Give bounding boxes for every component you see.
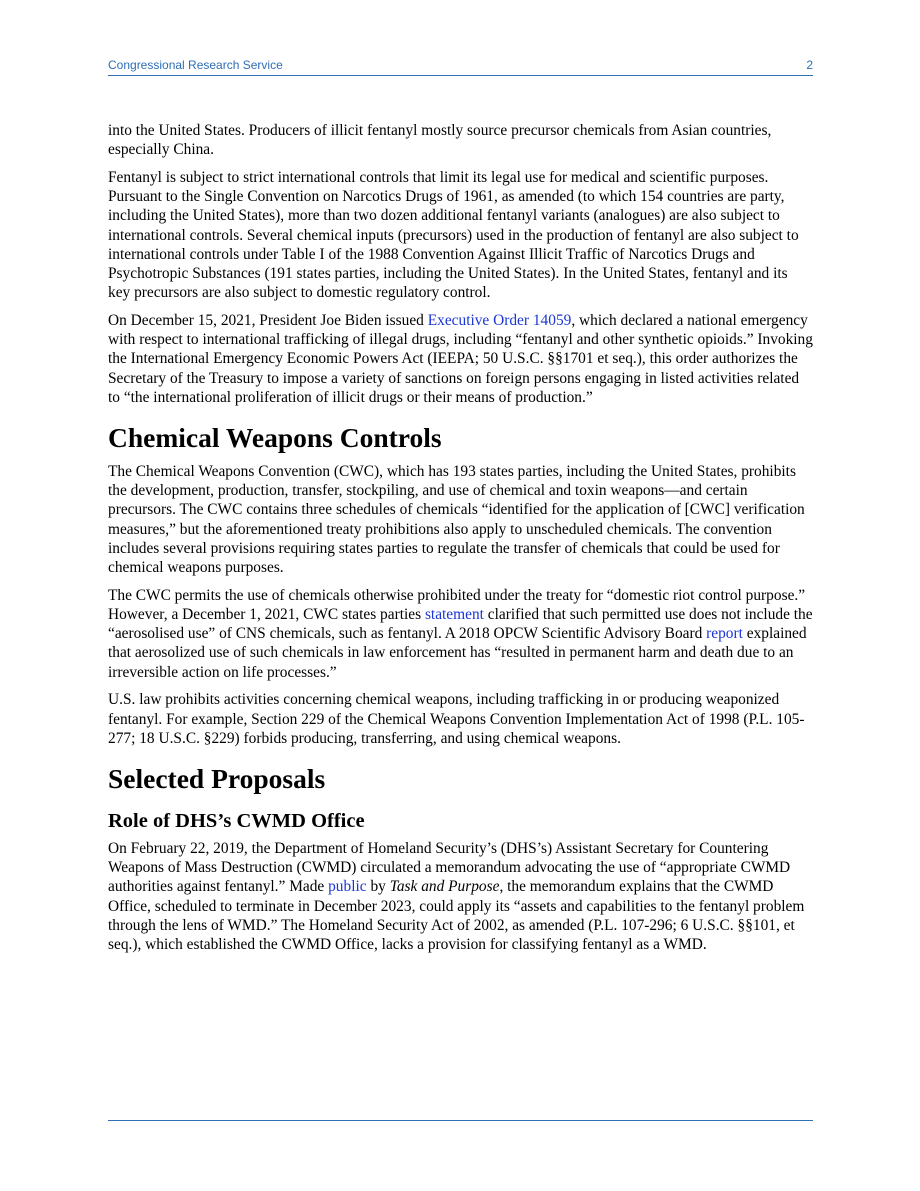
text-span: On February 22, 2019, the Department of Homeland Security’s (DHS’s) Assistant Secretary for Countering Weapons of Mass Destruction (CWMD) circulated a memorandum advocating the use of “appropriate CWMD authorities against fentanyl.” Made: [108, 840, 791, 896]
paragraph: U.S. law prohibits activities concerning chemical weapons, including trafficking in or producing weaponized fentanyl. For example, Section 229 of the Chemical Weapons Convention Implementation Act of 1998 (P.L. 105-277; 18 U.S.C. §229) forbids producing, transferring, and using chemical weapons.: [108, 691, 805, 747]
paragraph: [108, 311, 813, 407]
running-header: [108, 58, 813, 76]
paragraph: Fentanyl is subject to strict international controls that limit its legal use for medical and scientific purposes. Pursuant to the Single Convention on Narcotics Drugs of 1961, as amended (to which 154 countries are party, including the United States), more than two dozen additional fentanyl variants (analogues) are also subject to international controls. Several chemical inputs (precursors) used in the production of fentanyl are also subject to international controls under Table I of the 1988 Convention Against Illicit Traffic of Narcotics Drugs and Psychotropic Substances (191 states parties, including the United States). In the United States, fentanyl and its key precursors are also subject to domestic regulatory control.: [108, 169, 799, 302]
subsection-heading-cwmd-office: Role of DHS’s CWMD Office: [108, 810, 365, 833]
page-number: 2: [806, 58, 813, 72]
paragraph: The Chemical Weapons Convention (CWC), which has 193 states parties, including the United States, prohibits the development, production, transfer, stockpiling, and use of chemical and toxin weapons—and certain precursors. The CWC contains three schedules of chemicals “identified for the application of [CWC] verification measures,” but the aforementioned treaty prohibitions also apply to unscheduled chemicals. The convention includes several provisions requiring states parties to regulate the transfer of chemicals that could be used for chemical weapons purposes.: [108, 463, 805, 577]
paragraph: [108, 586, 813, 682]
text-span: explained that aerosolized use of such chemicals in law enforcement has “resulted in permanent harm and death due to an irreversible action on life processes.”: [108, 625, 807, 681]
header-organization: Congressional Research Service: [108, 58, 283, 72]
text-span: , which declared a national emergency with respect to international trafficking of illegal drugs, including “fentanyl and other synthetic opioids.” Invoking the International Emergency Economic Powers Act (IEEPA; 50 U.S.C. §§1701 et seq.), this order authorizes the Secretary of the Treasury to impose a variety of sanctions on foreign persons engaging in listed activities related to “the international proliferation of illicit drugs or their means of production.”: [108, 312, 813, 406]
paragraph: [108, 839, 813, 954]
text-span: On December 15, 2021, President Joe Biden issued: [108, 312, 428, 330]
document-body: [108, 121, 813, 963]
text-span: , the memorandum explains that the CWMD Office, scheduled to terminate in December 2023, could apply its “assets and capabilities to the fentanyl problem through the lens of WMD.” The Homeland Security Act of 2002, as amended (P.L. 107-296; 6 U.S.C. §§101, et seq.), which established the CWMD Office, lacks a provision for classifying fentanyl as a WMD.: [108, 878, 805, 954]
text-span: clarified that such permitted use does not include the “aerosolised use” of CNS chemicals, such as fentanyl. A 2018 OPCW Scientific Advisory Board: [108, 606, 813, 643]
executive-order-link[interactable]: Executive Order 14059: [427, 312, 572, 330]
paragraph: into the United States. Producers of illicit fentanyl mostly source precursor chemicals from Asian countries, especially China.: [108, 122, 772, 159]
statement-link[interactable]: statement: [424, 606, 484, 624]
section-heading-chemical-weapons: Chemical Weapons Controls: [108, 422, 442, 454]
section-heading-selected-proposals: Selected Proposals: [108, 763, 326, 795]
publication-title: Task and Purpose: [389, 878, 500, 896]
text-span: The CWC permits the use of chemicals otherwise prohibited under the treaty for “domestic riot control purpose.” However, a December 1, 2021, CWC states parties: [108, 586, 806, 624]
public-link[interactable]: public: [328, 878, 367, 896]
footer-rule: [108, 1120, 813, 1121]
text-span: by: [366, 878, 390, 896]
report-link[interactable]: report: [706, 625, 743, 643]
